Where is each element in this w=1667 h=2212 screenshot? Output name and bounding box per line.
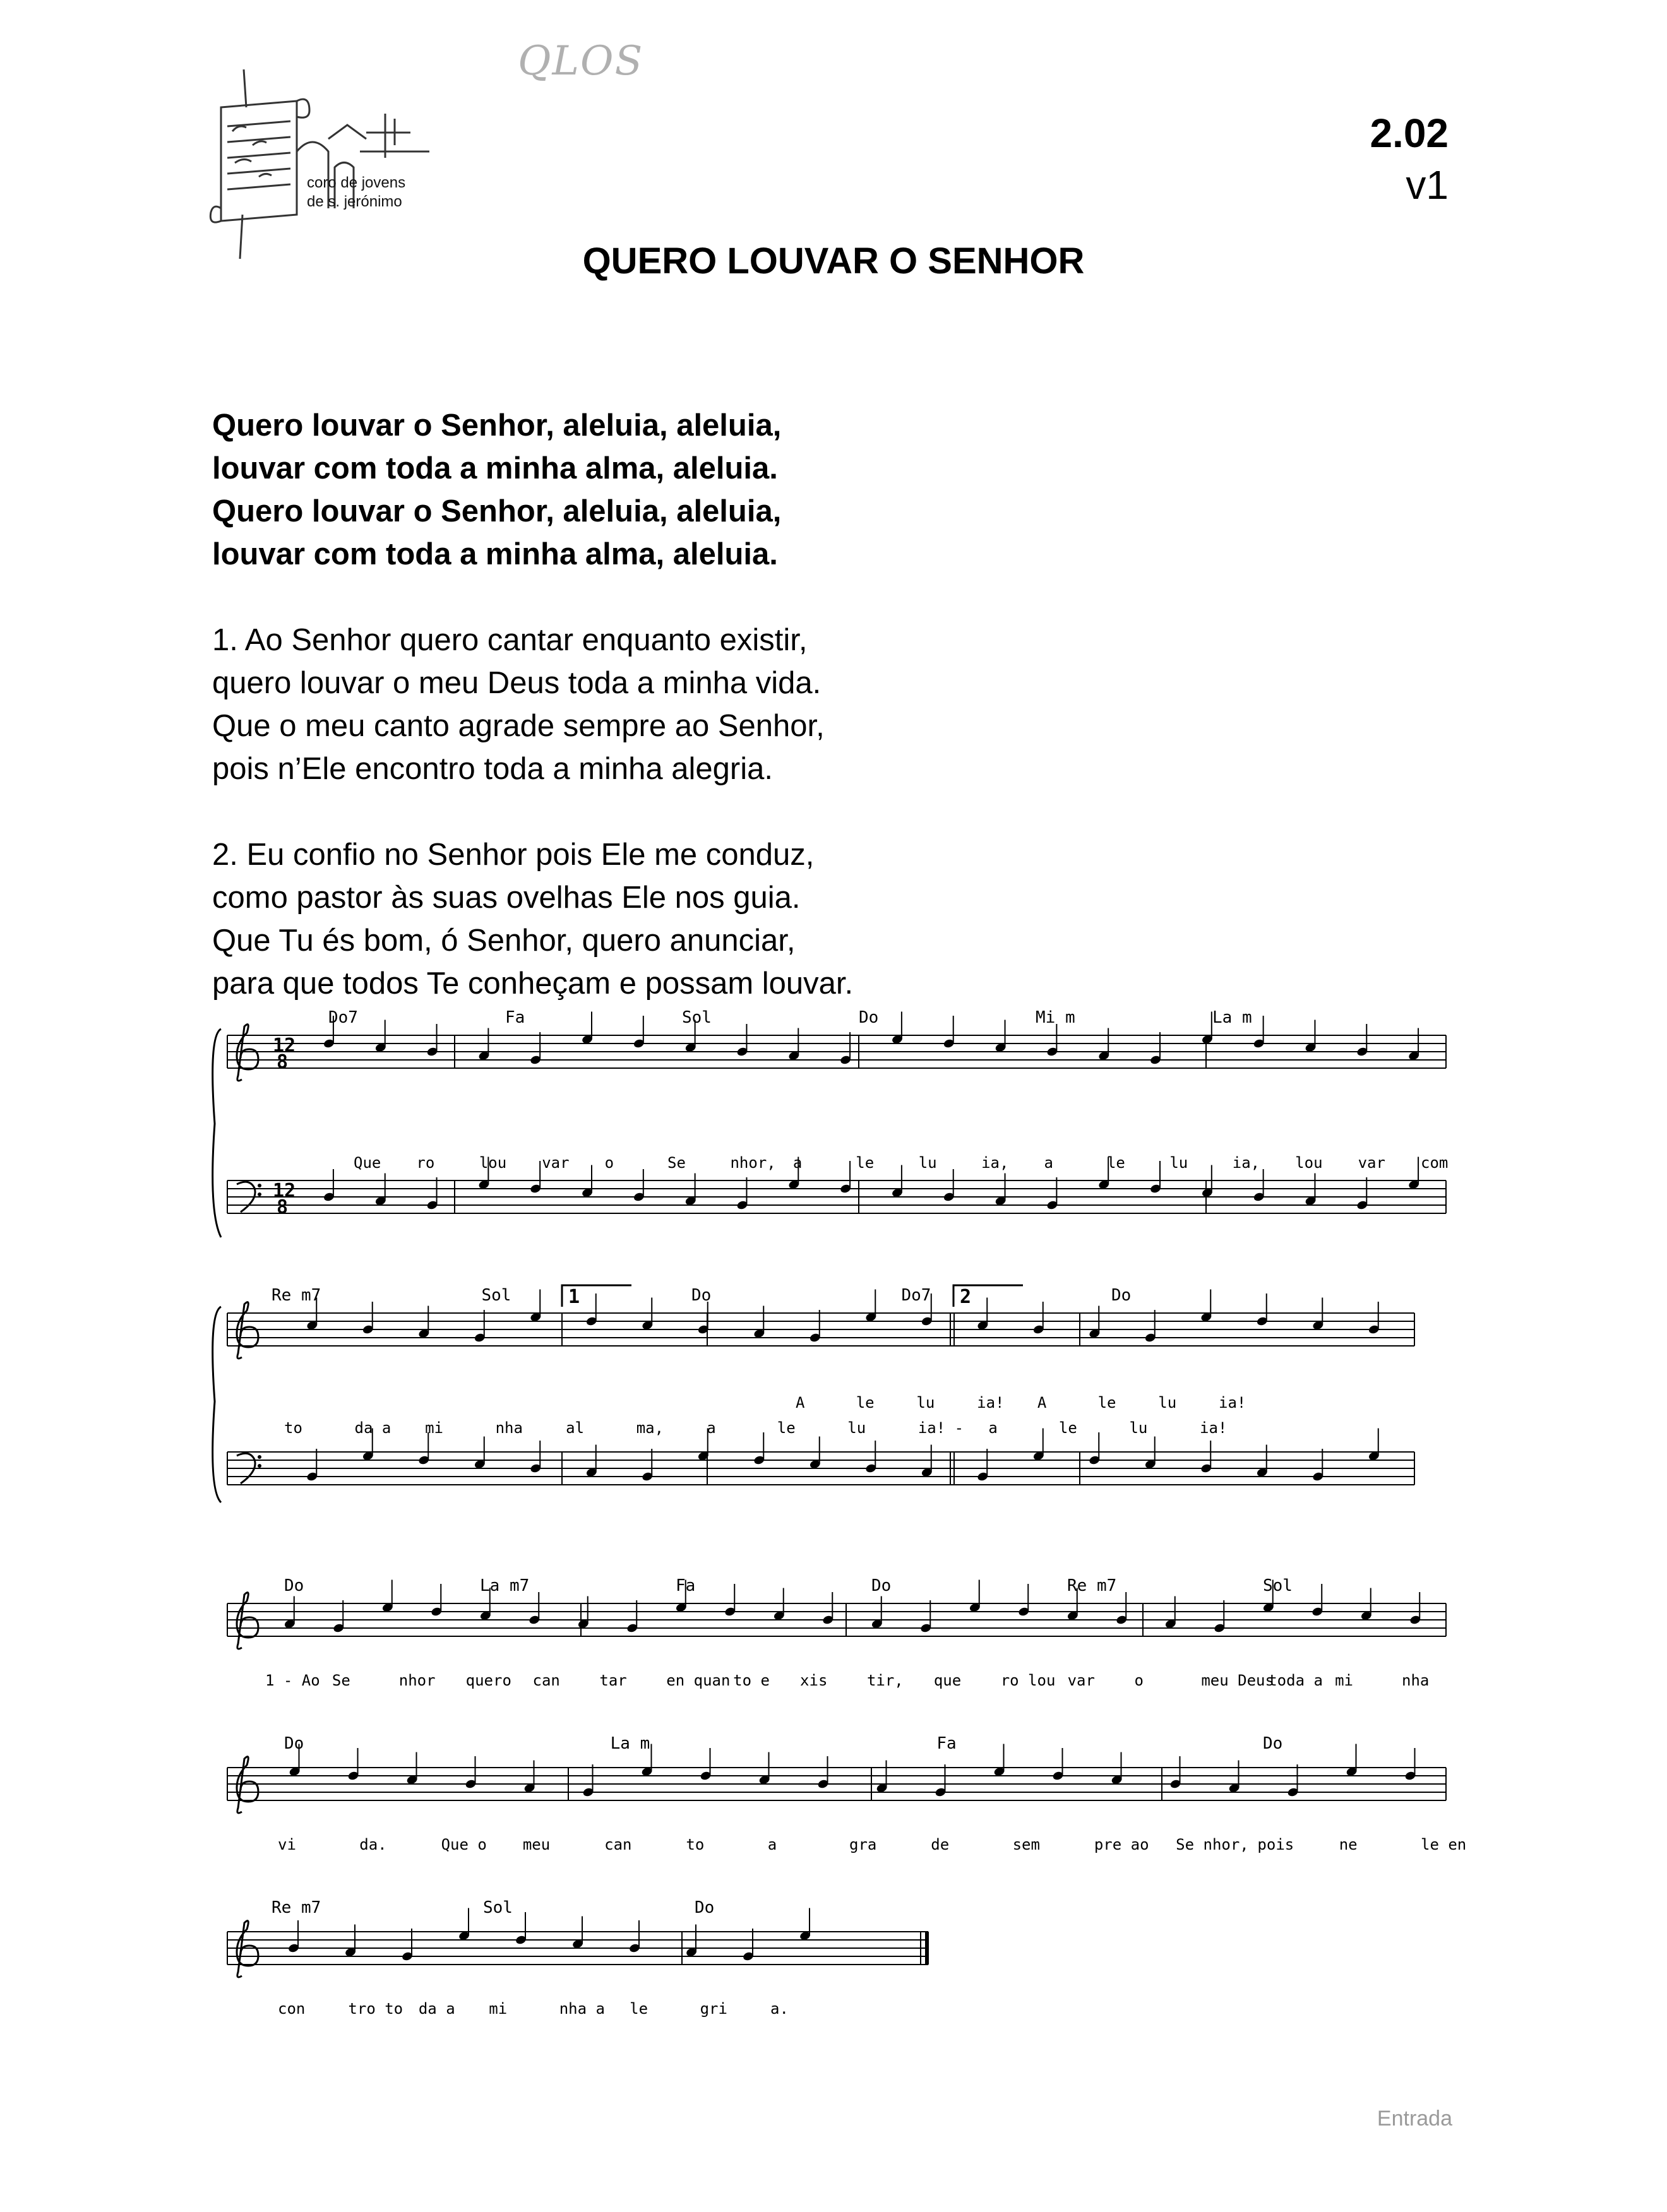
lyric-syllable: lu [916, 1394, 935, 1412]
lyric-syllable: a [767, 1836, 777, 1853]
chord-symbol: Do7 [328, 1008, 358, 1027]
bass-staff [227, 1452, 1414, 1485]
chord-symbol: Sol [481, 1286, 511, 1305]
chord-symbol: Fa [676, 1576, 696, 1595]
lyric-syllable: com [1421, 1154, 1449, 1172]
lyric-syllable: le [1106, 1154, 1125, 1172]
treble-clef-icon [237, 1593, 258, 1649]
chord-symbol: Do [1111, 1286, 1132, 1305]
bass-clef-dot [258, 1184, 261, 1187]
lyric-syllable: ro [416, 1154, 435, 1172]
verse-line: Que Tu és bom, ó Senhor, quero anunciar, [212, 924, 796, 958]
verse-line: 2. Eu confio no Senhor pois Ele me conduz, [212, 838, 815, 872]
lyric-syllable: tir, [866, 1672, 904, 1689]
ending-bracket-label: 2 [960, 1286, 972, 1308]
lyric-syllable: sem [1012, 1836, 1040, 1853]
chord-symbol: Sol [483, 1898, 513, 1917]
lyric-syllable: o [604, 1154, 614, 1172]
lyric-syllable: lu [847, 1419, 866, 1437]
lyric-syllable: Se nhor, [1176, 1836, 1249, 1853]
refrain-line: louvar com toda a minha alma, aleluia. [212, 451, 778, 485]
chord-symbol: La m [610, 1734, 650, 1753]
lyric-syllable: pre ao [1094, 1836, 1149, 1853]
chord-symbol: Do [695, 1898, 715, 1917]
lyric-syllable: ma, [636, 1419, 664, 1437]
system-brace [213, 1307, 221, 1502]
lyric-syllable: nha [495, 1419, 523, 1437]
treble-staff [227, 1768, 1446, 1800]
bass-clef-dot [258, 1192, 261, 1196]
lyric-syllable: 1 - Ao [265, 1672, 320, 1689]
lyric-syllable: lu [1169, 1154, 1188, 1172]
footer-section-label: Entrada [1377, 2107, 1452, 2131]
page-title: QUERO LOUVAR O SENHOR [582, 241, 1085, 282]
logo-text-line1: coro de jovens [307, 174, 406, 191]
verse-line: Que o meu canto agrade sempre ao Senhor, [212, 709, 825, 743]
lyric-syllable: a. [770, 2000, 789, 2018]
lyric-syllable: ia! [977, 1394, 1005, 1412]
lyric-syllable: pois [1257, 1836, 1294, 1853]
lyric-syllable: le [1058, 1419, 1077, 1437]
lyric-syllable: var [1358, 1154, 1385, 1172]
ending-bracket-label: 1 [568, 1286, 580, 1308]
treble-staff [227, 1313, 1414, 1346]
lyric-syllable: can [604, 1836, 632, 1853]
chord-symbol: Sol [1263, 1576, 1293, 1595]
lyric-syllable: mi [1335, 1672, 1354, 1689]
chord-symbol: Fa [936, 1734, 957, 1753]
verse-line: como pastor às suas ovelhas Ele nos guia. [212, 881, 801, 915]
choir-logo-icon [202, 57, 442, 265]
lyric-syllable: a [988, 1419, 998, 1437]
lyric-syllable: can [532, 1672, 560, 1689]
verse-2 [212, 833, 1222, 1005]
lyric-syllable: gra [849, 1836, 877, 1853]
lyric-syllable: A [796, 1394, 805, 1412]
lyric-syllable: vi [278, 1836, 296, 1853]
time-signature: 8 [277, 1051, 289, 1073]
lyric-syllable: le [1097, 1394, 1116, 1412]
lyric-syllable: gri [700, 2000, 727, 2018]
lyric-syllable: lou [479, 1154, 507, 1172]
lyric-syllable: le [630, 2000, 648, 2018]
bass-clef-dot [258, 1464, 261, 1468]
lyric-syllable: mi [489, 2000, 508, 2018]
verse-line: pois n’Ele encontro toda a minha alegria. [212, 752, 774, 786]
song-code: 2.02 [1370, 110, 1449, 156]
lyric-syllable: toda a [1268, 1672, 1323, 1689]
lyric-syllable: Se [667, 1154, 686, 1172]
lyric-syllable: quero [465, 1672, 511, 1689]
system-brace [213, 1029, 221, 1237]
lyric-syllable: ia, [981, 1154, 1009, 1172]
treble-clef-icon [237, 1025, 258, 1081]
chord-symbol: Re m7 [1067, 1576, 1117, 1595]
logo-text-line2: de s. jerónimo [307, 193, 402, 210]
lyric-syllable: de [931, 1836, 950, 1853]
refrain-line: louvar com toda a minha alma, aleluia. [212, 537, 778, 571]
lyric-syllable: nha a [559, 2000, 605, 2018]
refrain-line: Quero louvar o Senhor, aleluia, aleluia, [212, 494, 782, 528]
time-signature: 12 [273, 1035, 296, 1057]
song-version: v1 [1406, 162, 1449, 208]
chord-symbol: Do [284, 1576, 304, 1595]
chord-symbol: Do [1263, 1734, 1283, 1753]
lyric-syllable: tro to [348, 2000, 403, 2018]
chord-symbol: Do [859, 1008, 879, 1027]
chord-symbol: Sol [682, 1008, 712, 1027]
chord-symbol: Do [284, 1734, 304, 1753]
lyric-syllable: meu Deus [1201, 1672, 1274, 1689]
lyric-syllable: Se [332, 1672, 350, 1689]
lyrics [212, 404, 1222, 1005]
lyric-syllable: ne [1339, 1836, 1358, 1853]
treble-clef-icon [237, 1921, 258, 1977]
chord-symbol: Do [691, 1286, 712, 1305]
treble-staff [227, 1932, 928, 1965]
lyric-syllable: a [707, 1419, 716, 1437]
lyric-syllable: que [933, 1672, 962, 1689]
lyric-syllable: tar [599, 1672, 627, 1689]
lyric-syllable: var [542, 1154, 570, 1172]
lyric-syllable: ia! [1219, 1394, 1246, 1412]
lyric-syllable: lu [918, 1154, 937, 1172]
lyric-syllable: al [566, 1419, 585, 1437]
lyric-syllable: ia! [1200, 1419, 1228, 1437]
time-signature: 8 [277, 1196, 289, 1218]
chord-symbol: Mi m [1036, 1008, 1075, 1027]
treble-clef-icon [237, 1302, 258, 1359]
music-score [202, 997, 1467, 2058]
chord-symbol: La m7 [480, 1576, 530, 1595]
lyric-syllable: da a [418, 2000, 455, 2018]
refrain-line: Quero louvar o Senhor, aleluia, aleluia, [212, 408, 782, 443]
chord-symbol: Re m7 [272, 1898, 321, 1917]
lyric-syllable: mi [425, 1419, 443, 1437]
lyric-syllable: lou [1295, 1154, 1323, 1172]
lyric-syllable: to [686, 1836, 705, 1853]
lyric-syllable: lu [1129, 1419, 1148, 1437]
lyric-syllable: meu [522, 1836, 551, 1853]
lyric-syllable: ia! - [917, 1419, 964, 1437]
bass-clef-dot [258, 1455, 261, 1459]
lyric-syllable: da. [359, 1836, 387, 1853]
lyric-syllable: nhor [398, 1672, 436, 1689]
lyric-syllable: xis [800, 1672, 828, 1689]
chord-symbol: Do [871, 1576, 892, 1595]
lyric-syllable: A [1037, 1394, 1047, 1412]
chord-symbol: Fa [505, 1008, 525, 1027]
lyric-syllable: le [856, 1154, 875, 1172]
lyric-syllable: ro lou [1000, 1672, 1056, 1689]
logo-text [307, 174, 405, 211]
lyric-syllable: nhor, [730, 1154, 776, 1172]
verse-1 [212, 619, 1222, 790]
lyric-syllable: o [1134, 1672, 1144, 1689]
treble-staff [227, 1603, 1446, 1636]
lyric-syllable: en quan [666, 1672, 731, 1689]
lyric-syllable: a [792, 1154, 803, 1172]
handwritten-note: QLOS [518, 38, 644, 85]
lyric-syllable: ia, [1232, 1154, 1260, 1172]
refrain [212, 404, 1222, 576]
lyric-syllable: da a [354, 1419, 391, 1437]
verse-line: quero louvar o meu Deus toda a minha vida. [212, 666, 822, 700]
lyric-syllable: con [278, 2000, 306, 2018]
lyric-syllable: to [284, 1419, 302, 1437]
treble-clef-icon [237, 1757, 258, 1813]
lyric-syllable: le [856, 1394, 875, 1412]
lyric-syllable: Que o [441, 1836, 487, 1853]
verse-line: para que todos Te conheçam e possam louvar. [212, 966, 854, 1001]
chord-symbol: La m [1212, 1008, 1252, 1027]
lyric-syllable: nha [1402, 1672, 1430, 1689]
time-signature: 12 [273, 1180, 296, 1202]
lyric-syllable: le [777, 1419, 796, 1437]
lyric-syllable: var [1067, 1672, 1095, 1689]
lyric-syllable: a [1044, 1154, 1053, 1172]
chord-symbol: Do7 [901, 1286, 931, 1305]
chord-symbol: Re m7 [272, 1286, 321, 1305]
verse-line: 1. Ao Senhor quero cantar enquanto existir, [212, 623, 808, 657]
lyric-syllable: le en [1421, 1836, 1467, 1853]
lyric-syllable: lu [1158, 1394, 1177, 1412]
lyric-syllable: Que [354, 1154, 381, 1172]
song-code-block [1370, 107, 1449, 211]
lyric-syllable: to e [733, 1672, 770, 1689]
